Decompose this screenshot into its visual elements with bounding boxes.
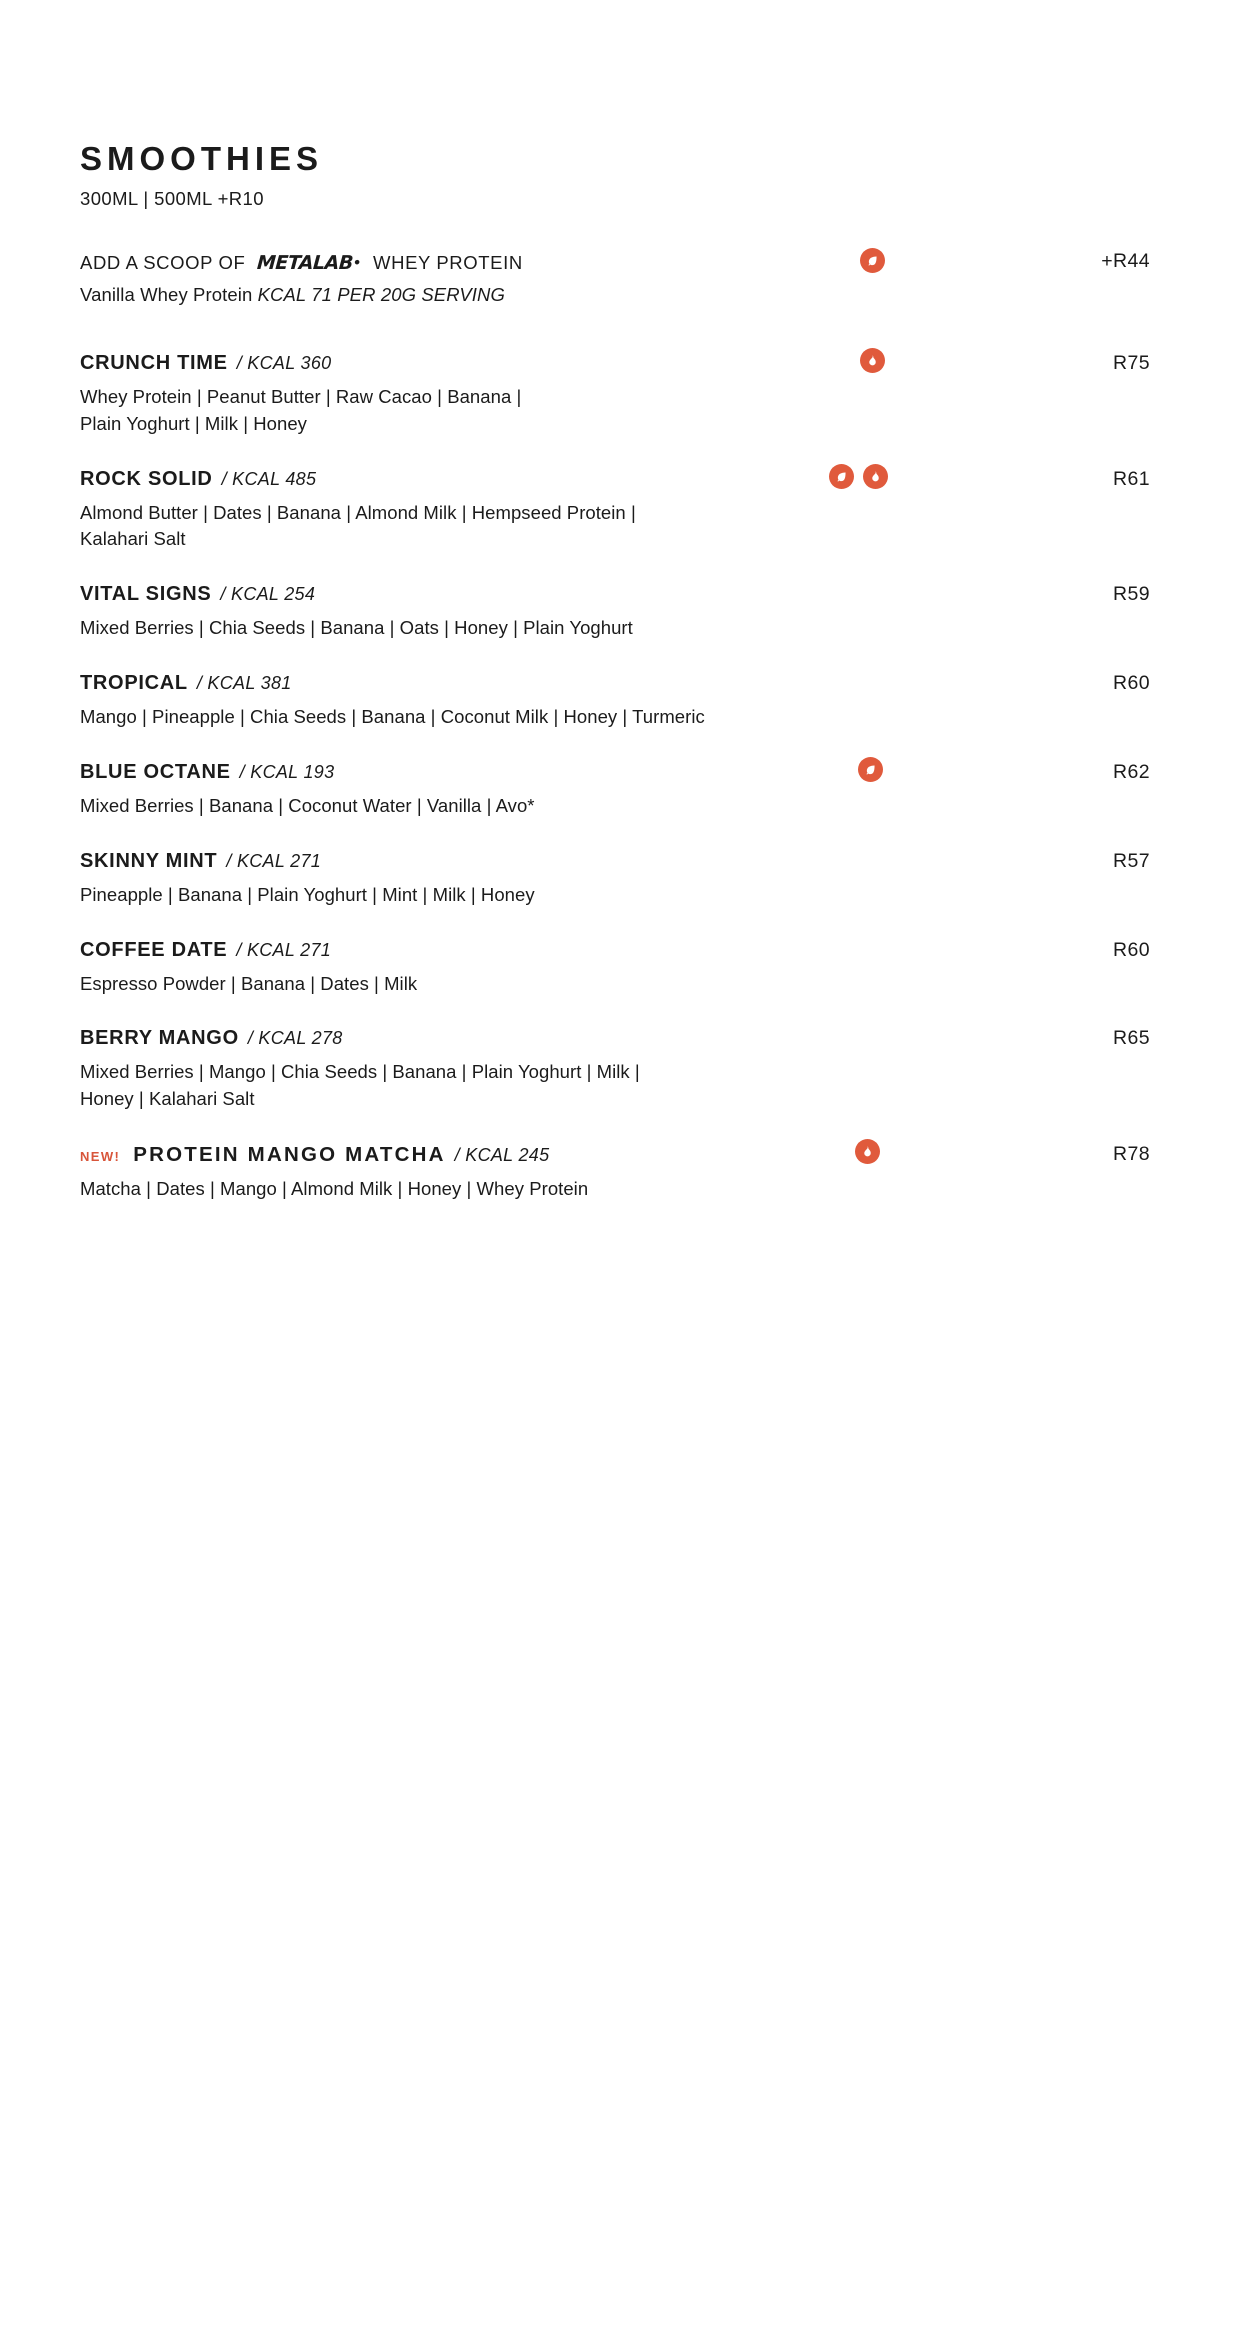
addon-headline [80,252,1150,274]
item-kcal: / KCAL 381 [196,673,292,694]
new-badge: NEW! [80,1148,121,1164]
item-ingredients: Pineapple | Banana | Plain Yoghurt | Mint | Milk | Honey [80,883,535,905]
item-price: R60 [1113,672,1150,695]
list-item [80,468,1150,554]
addon-description [80,284,1150,306]
addon-description-main: Vanilla Whey Protein [80,284,258,305]
list-item [80,583,1150,642]
item-ingredients: Mixed Berries | Chia Seeds | Banana | Oats | Honey | Plain Yoghurt [80,617,633,639]
item-headline [80,1027,1150,1050]
vegan-badge [858,757,883,782]
item-headline [80,850,1150,873]
item-price: R62 [1113,760,1150,783]
item-ingredients: Matcha | Dates | Mango | Almond Milk | Honey | Whey Protein [80,1177,589,1199]
item-badges [855,1139,880,1164]
addon-price: +R44 [1101,250,1150,272]
flame-badge [863,464,888,489]
flame-badge [855,1139,880,1164]
vegan-badge [829,464,854,489]
item-headline [80,352,1150,375]
item-kcal: / KCAL 254 [220,584,316,605]
item-price: R65 [1113,1027,1150,1050]
metalab-logo [255,252,364,274]
item-price: R57 [1113,849,1150,872]
item-ingredients: Espresso Powder | Banana | Dates | Milk [80,972,418,994]
item-price: R75 [1113,352,1150,374]
addon-badges [860,248,885,273]
item-price: R59 [1113,583,1150,606]
list-item [80,850,1150,909]
item-ingredients: Whey Protein | Peanut Butter | Raw Cacao | Banana | Plain Yoghurt | Milk | Honey [80,386,522,434]
item-kcal: / KCAL 245 [454,1144,550,1165]
item-price: R78 [1113,1142,1150,1165]
item-name: ROCK SOLID [80,467,213,490]
item-kcal: / KCAL 271 [236,939,332,960]
item-name: BERRY MANGO [80,1027,239,1050]
flame-badge [860,348,885,373]
item-headline [80,939,1150,962]
metalab-dot: • [352,256,362,271]
addon-description-kcal: KCAL 71 PER 20G SERVING [257,284,505,305]
item-headline [80,1143,1150,1167]
item-badges [860,348,885,373]
item-kcal: / KCAL 485 [221,468,317,489]
item-badges [829,464,888,489]
list-item [80,1143,1150,1203]
list-item [80,939,1150,998]
item-badges [858,757,883,782]
item-headline [80,583,1150,606]
item-ingredients: Mixed Berries | Mango | Chia Seeds | Banana | Plain Yoghurt | Milk | Honey | Kalahari Salt [80,1061,640,1110]
metalab-wordmark: METALAB [256,252,355,274]
item-ingredients: Almond Butter | Dates | Banana | Almond Milk | Hempseed Protein | Kalahari Salt [80,501,636,550]
item-kcal: / KCAL 271 [226,850,322,871]
item-ingredients: Mixed Berries | Banana | Coconut Water | Vanilla | Avo* [80,794,535,816]
item-headline [80,761,1150,784]
item-kcal: / KCAL 193 [239,761,335,782]
item-kcal: / KCAL 278 [247,1028,343,1049]
smoothie-list [80,352,1150,1203]
item-name: CRUNCH TIME [80,352,228,374]
list-item [80,1027,1150,1113]
item-price: R61 [1113,467,1150,490]
addon-prefix: ADD A SCOOP OF [80,252,246,273]
item-price: R60 [1113,938,1150,961]
item-headline [80,468,1150,491]
item-name: PROTEIN MANGO MATCHA [133,1142,446,1166]
list-item [80,352,1150,438]
item-name: TROPICAL [80,672,188,695]
addon-suffix: WHEY PROTEIN [373,252,523,273]
item-name: SKINNY MINT [80,849,218,872]
list-item [80,672,1150,731]
serving-size-note: 300ML | 500ML +R10 [80,188,264,209]
addon-row [80,252,1150,306]
item-name: VITAL SIGNS [80,583,212,606]
page-title: SMOOTHIES [80,140,324,177]
item-name: BLUE OCTANE [80,760,231,783]
leaf-badge [860,248,885,273]
item-ingredients: Mango | Pineapple | Chia Seeds | Banana | Coconut Milk | Honey | Turmeric [80,706,705,728]
item-headline [80,672,1150,695]
item-kcal: / KCAL 360 [236,353,332,373]
list-item [80,761,1150,820]
item-name: COFFEE DATE [80,938,228,961]
